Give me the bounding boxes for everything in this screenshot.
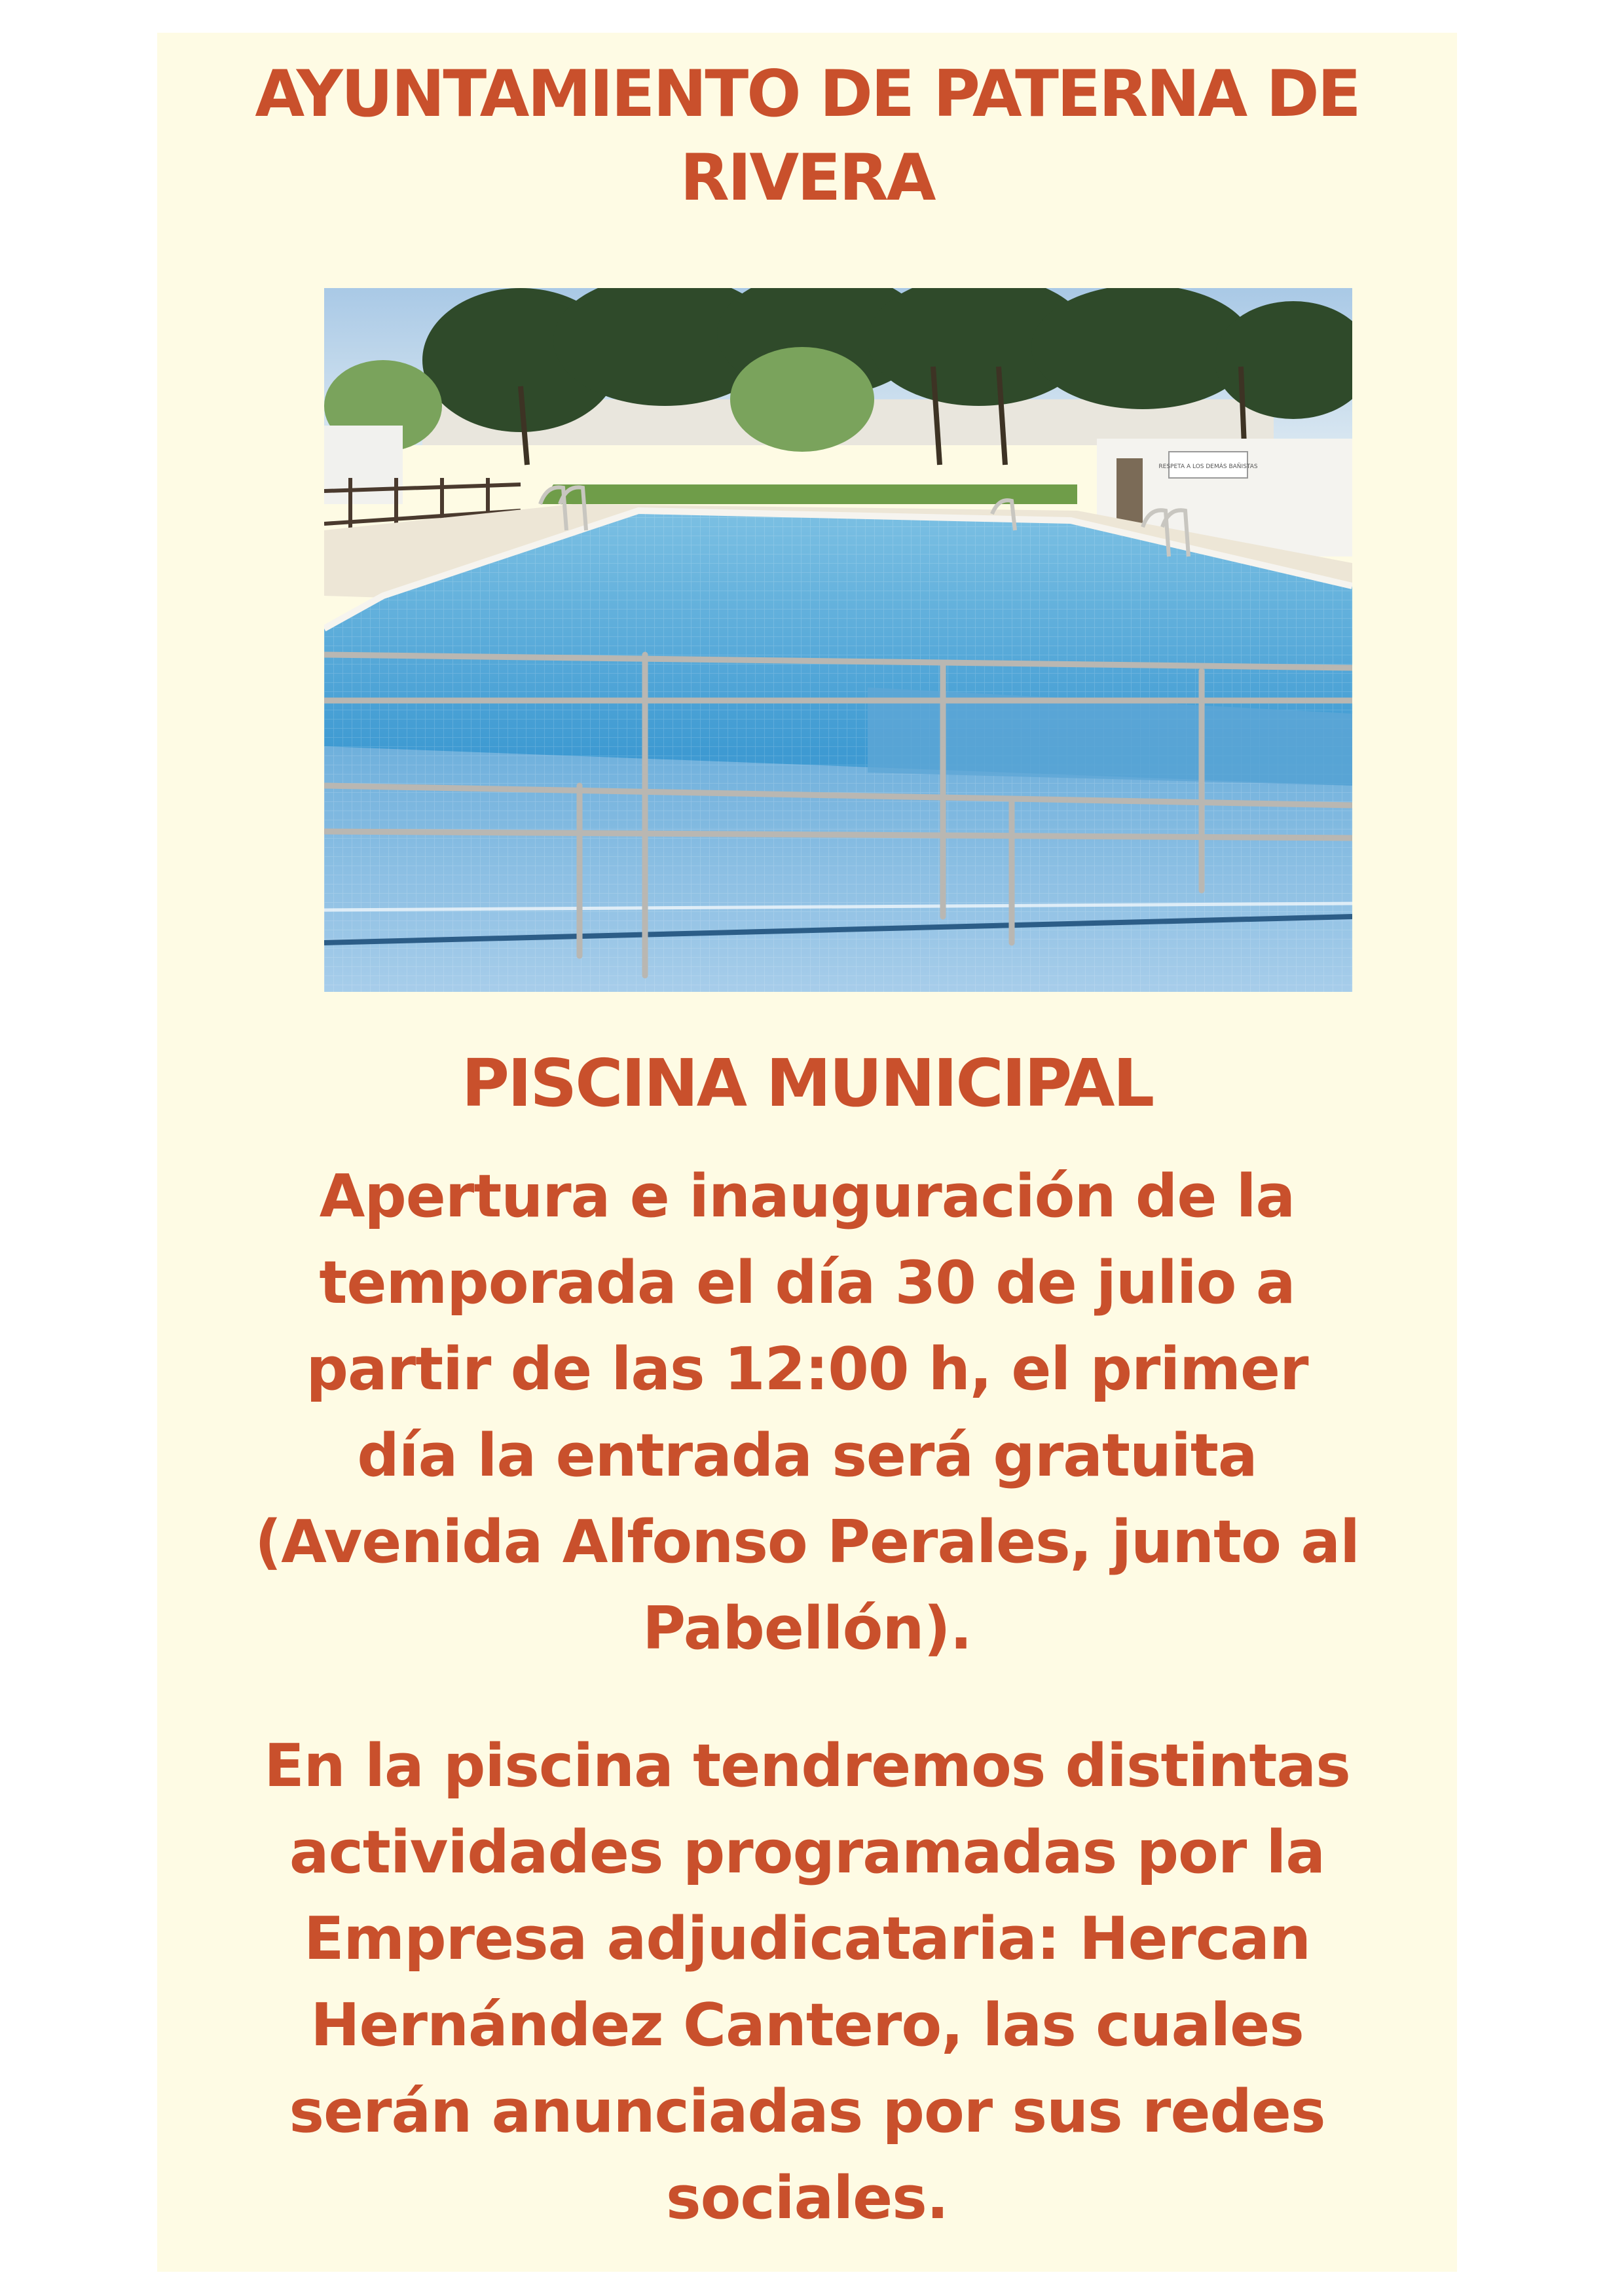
text-line: En la piscina tendremos distintas bbox=[264, 1732, 1350, 1800]
opening-announcement bbox=[157, 1154, 1457, 1672]
text-line: actividades programadas por la bbox=[289, 1818, 1325, 1887]
text-line: (Avenida Alfonso Perales, junto al bbox=[255, 1508, 1359, 1576]
text-line: día la entrada será gratuita bbox=[357, 1421, 1257, 1490]
text-line: Empresa adjudicataria: Hercan bbox=[303, 1904, 1311, 1973]
activities-announcement bbox=[157, 1723, 1457, 2242]
organization-title-line-1: AYUNTAMIENTO DE PATERNA DE bbox=[255, 57, 1359, 132]
organization-title bbox=[157, 52, 1457, 220]
text-line: partir de las 12:00 h, el primer bbox=[306, 1335, 1308, 1404]
section-title: PISCINA MUNICIPAL bbox=[461, 1045, 1153, 1121]
pool-photo bbox=[324, 288, 1352, 992]
pool-photo-illustration bbox=[324, 288, 1352, 992]
pool-sign-text: RESPETA A LOS DEMÁS BAÑISTAS bbox=[1158, 464, 1258, 470]
organization-title-line-2: RIVERA bbox=[680, 141, 934, 215]
text-line: sociales. bbox=[666, 2164, 948, 2232]
text-line: Apertura e inauguración de la bbox=[319, 1162, 1295, 1231]
text-line: serán anunciadas por sus redes bbox=[289, 2077, 1325, 2146]
poster-sheet bbox=[157, 33, 1457, 2272]
text-line: Pabellón). bbox=[642, 1594, 972, 1663]
text-line: Hernández Cantero, las cuales bbox=[310, 1991, 1304, 2060]
text-line: temporada el día 30 de julio a bbox=[319, 1248, 1295, 1317]
